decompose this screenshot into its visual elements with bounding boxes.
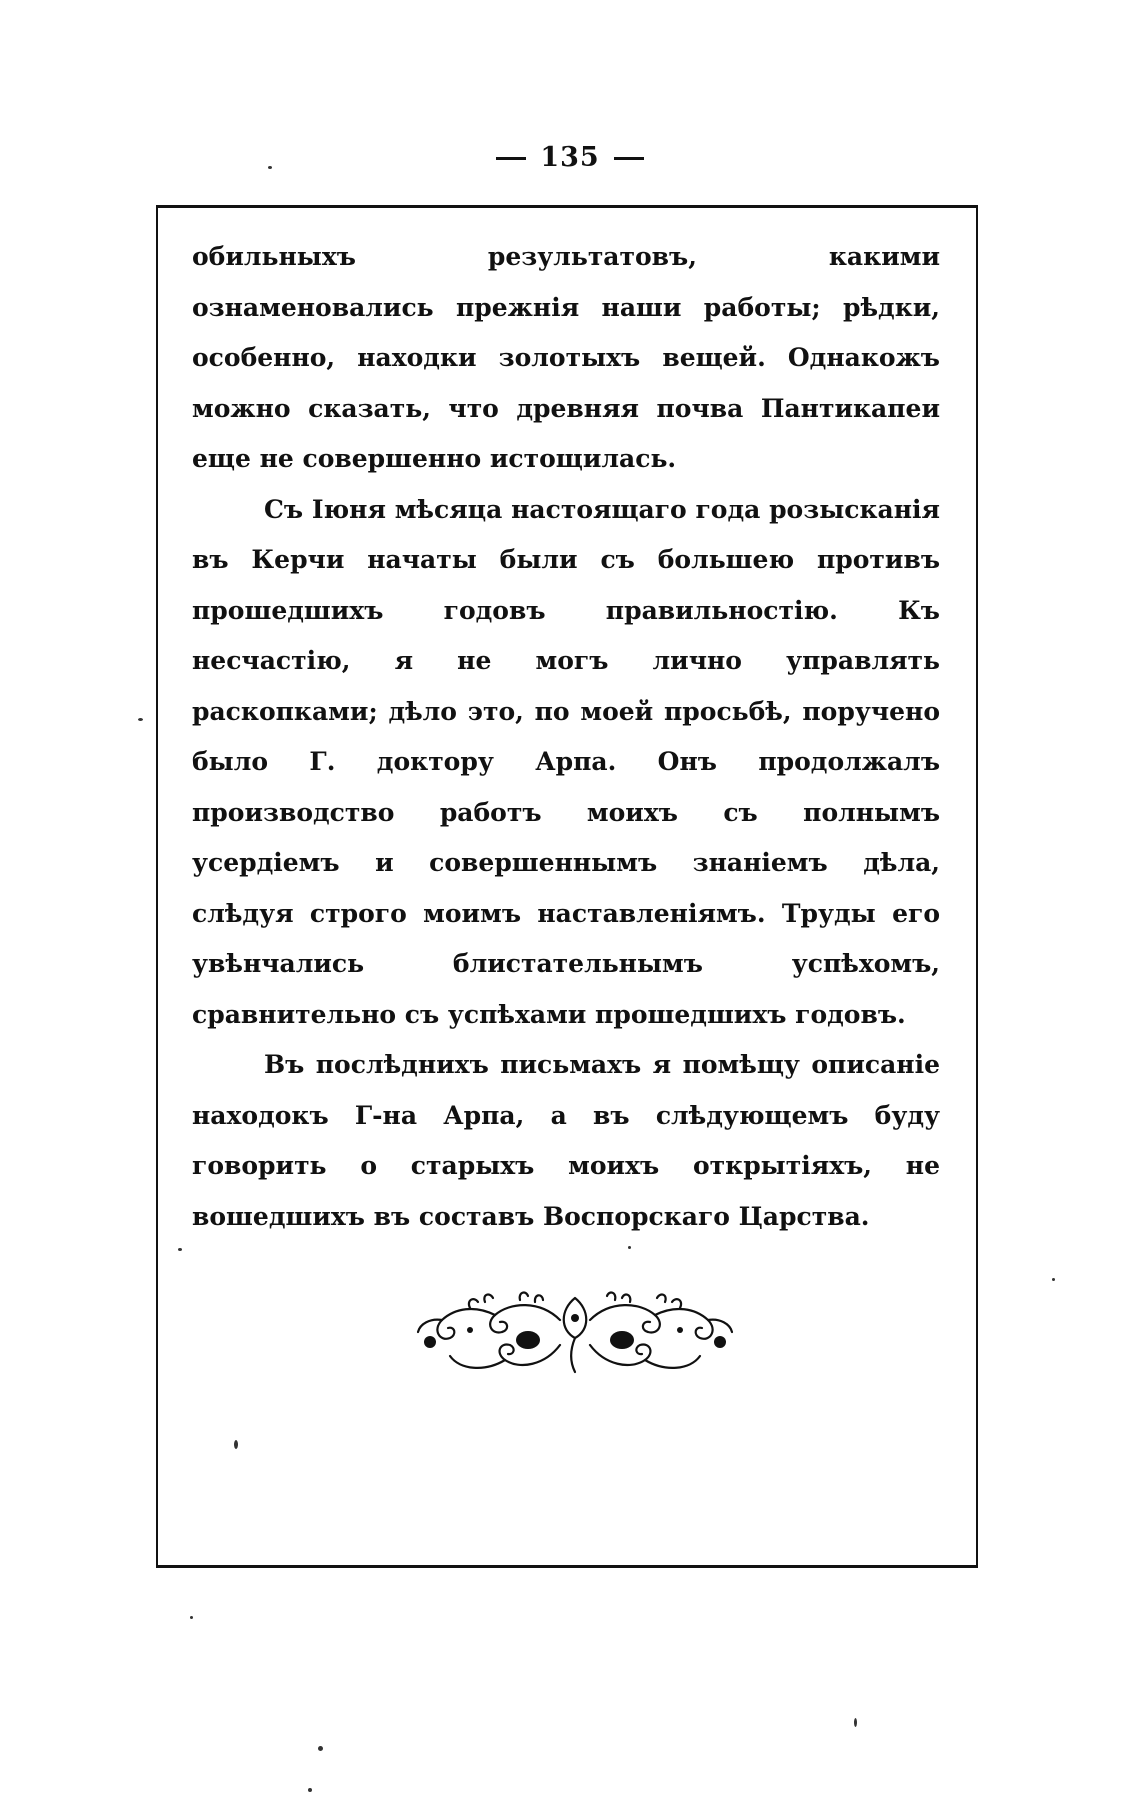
paragraph-3: Въ послѣднихъ письмахъ я помѣщу описаніе находокъ Г-на Арпа, а въ слѣдующемъ буду говорить о старыхъ моихъ открытіяхъ, не вошедшихъ въ составъ Воспорскаго Царства. [192, 1050, 940, 1231]
paper-speck [628, 1246, 631, 1249]
paper-speck [318, 1746, 323, 1751]
paper-speck [138, 718, 143, 721]
paper-speck [190, 1616, 193, 1619]
paragraph-1: обильныхъ результатовъ, какими ознаменовались прежнія наши работы; рѣдки, особенно, находки золотыхъ вещей. Однакожъ можно сказать, что древняя почва Пантикапеи еще не совершенно истощилась. [192, 242, 940, 473]
page-number-value: 135 [540, 142, 600, 173]
paper-speck [178, 1248, 182, 1251]
paper-speck [308, 1788, 312, 1792]
page-number [0, 142, 1140, 173]
page-number-dash-right [614, 157, 644, 160]
paper-speck [268, 166, 272, 169]
paper-speck [1052, 1278, 1055, 1281]
paper-speck [854, 1718, 857, 1727]
page-number-dash-left [496, 157, 526, 160]
floral-tailpiece-icon [410, 1290, 740, 1380]
paper-speck [234, 1440, 238, 1449]
paragraph-2: Съ Іюня мѣсяца настоящаго года розысканія въ Керчи начаты были съ большею противъ прошедшихъ годовъ правильностію. Къ несчастію, я не могъ лично управлять раскопками; дѣло это, по моей просьбѣ, поручено было Г. доктору Арпа. Онъ продолжалъ производство работъ моихъ съ полнымъ усердіемъ и совершеннымъ знаніемъ дѣла, слѣдуя строго моимъ наставленіямъ. Труды его увѣнчались блистательнымъ успѣхомъ, сравнительно съ успѣхами прошедшихъ годовъ. [192, 494, 940, 1029]
body-text [192, 232, 940, 1242]
